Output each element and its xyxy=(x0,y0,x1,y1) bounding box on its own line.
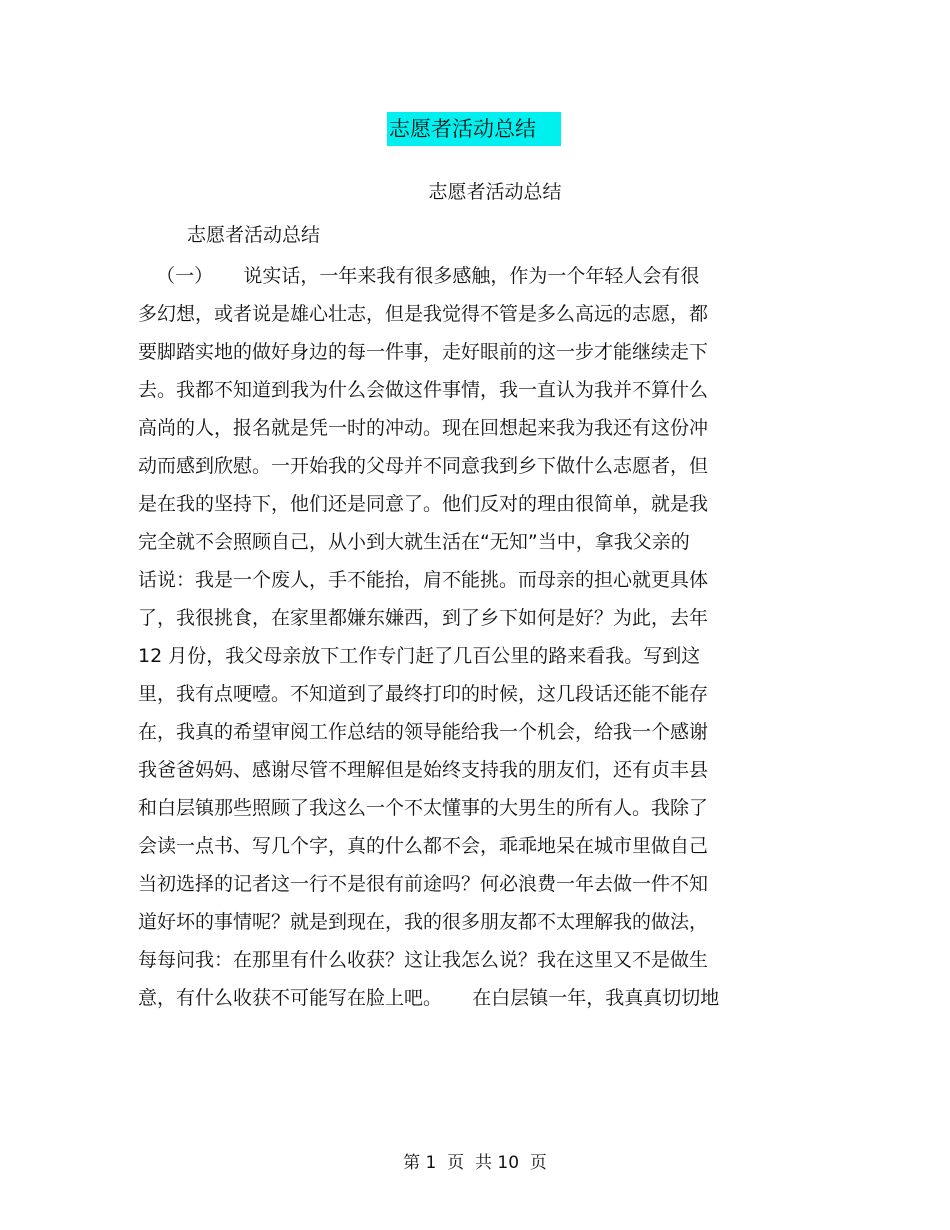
body-line: 多幻想，或者说是雄心壮志，但是我觉得不管是多么高远的志愿，都 xyxy=(138,303,709,325)
body-line: 12 月份，我父母亲放下工作专门赶了几百公里的路来看我。写到这 xyxy=(138,645,701,667)
body-line: 话说：我是一个废人，手不能抬，肩不能挑。而母亲的担心就更具体 xyxy=(138,569,709,591)
body-line: 每每问我：在那里有什么收获？这让我怎么说？我在这里又不是做生 xyxy=(138,949,709,971)
document-subtitle: 志愿者活动总结 xyxy=(428,181,562,203)
body-line: 会读一点书、写几个字，真的什么都不会，乖乖地呆在城市里做自己 xyxy=(138,835,709,857)
body-line: 里，我有点哽噎。不知道到了最终打印的时候，这几段话还能不能存 xyxy=(138,683,709,705)
body-line: 了，我很挑食，在家里都嫌东嫌西，到了乡下如何是好？为此，去年 xyxy=(138,607,709,629)
document-title: 志愿者活动总结 xyxy=(387,112,561,146)
body-line: 要脚踏实地的做好身边的每一件事，走好眼前的这一步才能继续走下 xyxy=(138,341,709,363)
body-line: 我爸爸妈妈、感谢尽管不理解但是始终支持我的朋友们，还有贞丰县 xyxy=(138,759,709,781)
body-line: 道好坏的事情呢？就是到现在，我的很多朋友都不太理解我的做法， xyxy=(138,911,709,933)
body-line: （一） 说实话，一年来我有很多感触，作为一个年轻人会有很 xyxy=(138,265,700,287)
body-line: 是在我的坚持下，他们还是同意了。他们反对的理由很简单，就是我 xyxy=(138,493,709,515)
body-line: 当初选择的记者这一行不是很有前途吗？何必浪费一年去做一件不知 xyxy=(138,873,709,895)
body-line: 高尚的人，报名就是凭一时的冲动。现在回想起来我为我还有这份冲 xyxy=(138,417,709,439)
body-line: 在，我真的希望审阅工作总结的领导能给我一个机会，给我一个感谢 xyxy=(138,721,709,743)
body-line: 动而感到欣慰。一开始我的父母并不同意我到乡下做什么志愿者，但 xyxy=(138,455,709,477)
body-line: 去。我都不知道到我为什么会做这件事情，我一直认为我并不算什么 xyxy=(138,379,709,401)
body-line: 和白层镇那些照顾了我这么一个不太懂事的大男生的所有人。我除了 xyxy=(138,797,709,819)
page-footer: 第 1 页 共 10 页 xyxy=(403,1153,547,1173)
body-line: 完全就不会照顾自己，从小到大就生活在“无知”当中，拿我父亲的 xyxy=(138,531,690,553)
body-text xyxy=(138,262,838,1022)
body-line: 意，有什么收获不可能写在脸上吧。 在白层镇一年，我真真切切地 xyxy=(138,987,720,1009)
section-heading: 志愿者活动总结 xyxy=(187,224,321,246)
